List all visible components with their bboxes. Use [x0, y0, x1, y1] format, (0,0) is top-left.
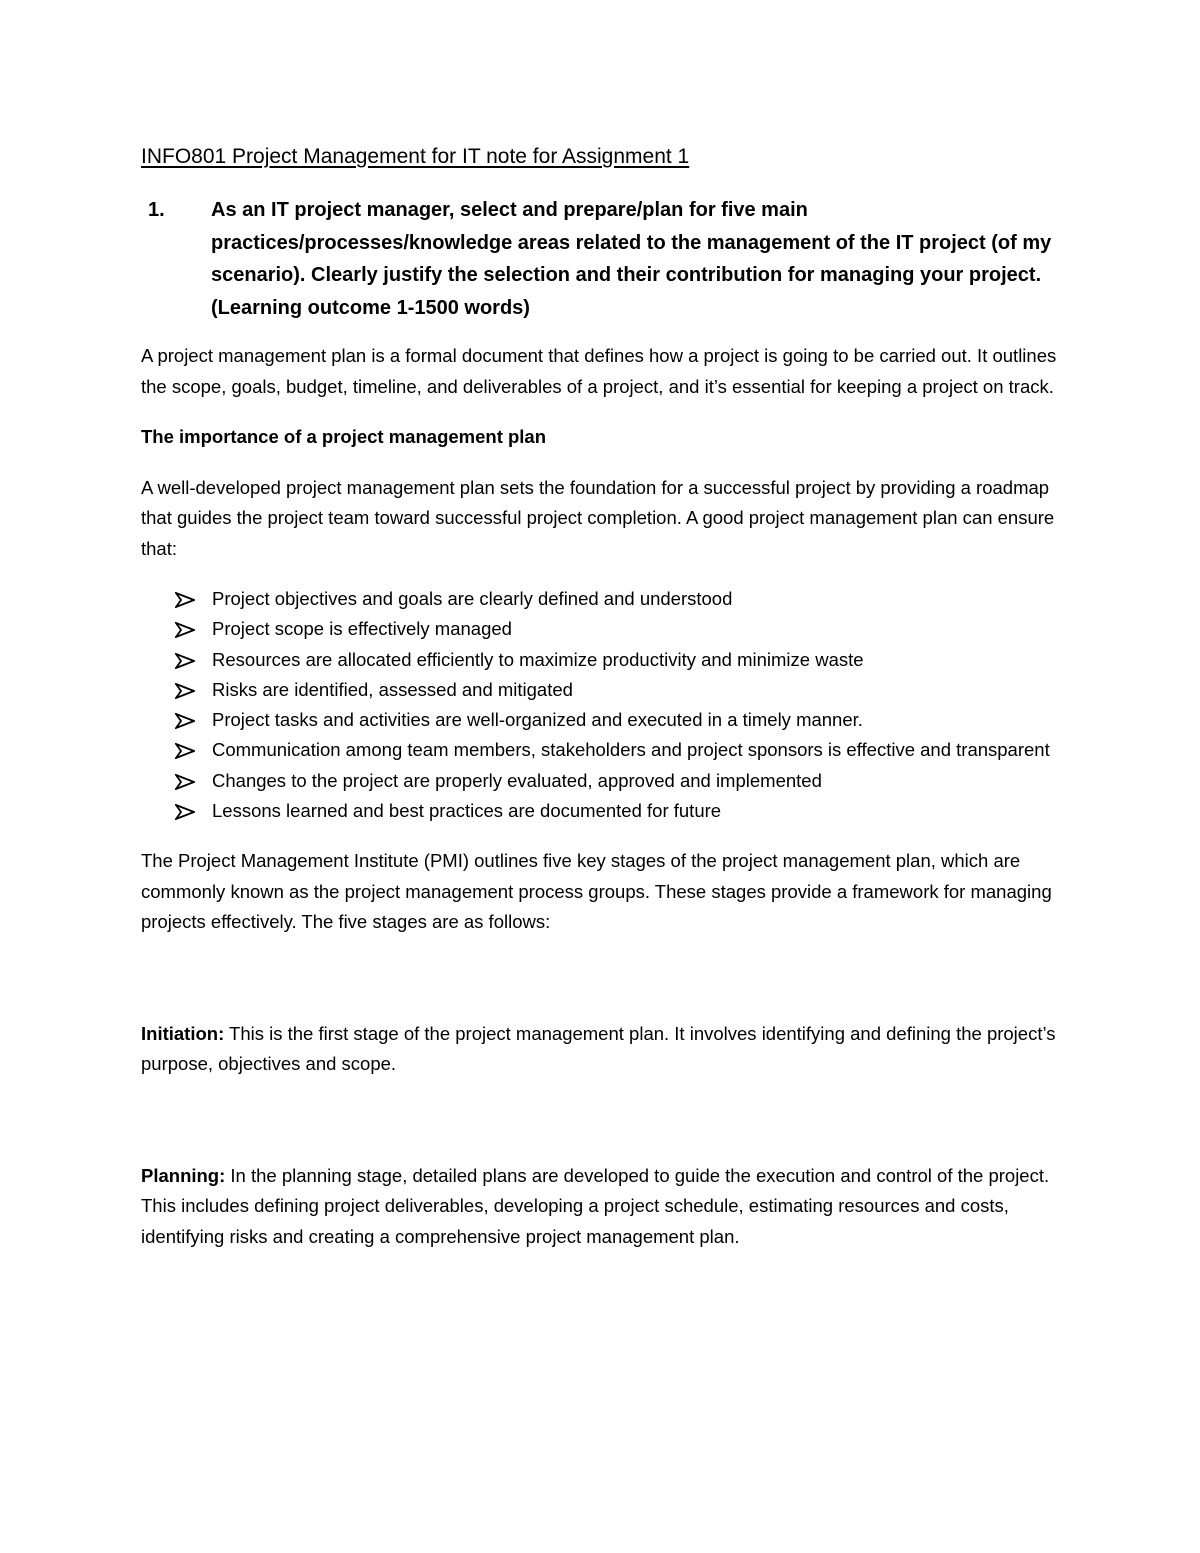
benefits-list: [141, 584, 1061, 826]
stage-description: This is the first stage of the project management plan. It involves identifying and defining the project’s purpose, objectives and scope.: [141, 1022, 1056, 1075]
list-item: [141, 584, 1061, 614]
arrowhead-bullet-icon: [175, 622, 195, 638]
list-item-text: Lessons learned and best practices are documented for future: [212, 800, 722, 822]
list-item-text: Project scope is effectively managed: [212, 618, 512, 640]
arrowhead-bullet-icon: [175, 592, 195, 608]
document-body: [141, 142, 1061, 1272]
importance-paragraph: A well-developed project management plan sets the foundation for a successful project by providing a roadmap that guides the project team toward successful project completion. A good project management plan can ensure that:: [141, 476, 1055, 559]
question-list: [141, 194, 1061, 324]
list-item-text: Project objectives and goals are clearly defined and understood: [212, 588, 733, 609]
list-item-text: Risks are identified, assessed and mitigated: [212, 678, 573, 700]
list-item: [141, 705, 1061, 735]
blank-line: [141, 1100, 1061, 1161]
pmi-paragraph: The Project Management Institute (PMI) outlines five key stages of the project management plan, which are commonly known as the project management process groups. These stages provide a framework for managing projects effectively. The five stages are as follows:: [141, 850, 1052, 933]
intro-paragraph: A project management plan is a formal document that defines how a project is going to be carried out. It outlines the scope, goals, budget, timeline, and deliverables of a project, and it’s essential for keeping a project on track.: [141, 345, 1057, 397]
list-item: [141, 796, 1061, 826]
blank-line: [141, 958, 1061, 1019]
arrowhead-bullet-icon: [175, 774, 195, 790]
question-text: As an IT project manager, select and prepare/plan for five main practices/processes/knowledge areas related to the management of the IT project (of my scenario). Clearly justify the selection and their contribution for managing your project. (Learning outcome 1-1500 words): [211, 199, 1052, 319]
arrowhead-bullet-icon: [175, 713, 195, 729]
stage-description: In the planning stage, detailed plans are developed to guide the execution and control of the project. This includes defining project deliverables, developing a project schedule, estimating resources and costs, identifying risks and creating a comprehensive project management plan.: [141, 1164, 1050, 1247]
stage-term: Initiation:: [141, 1022, 225, 1044]
question-number: 1.: [148, 199, 165, 221]
stage-planning: [141, 1161, 1061, 1253]
stage-term: Planning:: [141, 1164, 226, 1186]
arrowhead-bullet-icon: [175, 653, 195, 669]
list-item-text: Project tasks and activities are well-organized and executed in a timely manner.: [212, 709, 863, 731]
arrowhead-bullet-icon: [175, 804, 195, 820]
list-item: [141, 735, 1061, 765]
list-item-text: Changes to the project are properly evaluated, approved and implemented: [212, 769, 822, 791]
list-item: [141, 645, 1061, 675]
list-item: [141, 614, 1061, 644]
arrowhead-bullet-icon: [175, 743, 195, 759]
question-item: [141, 194, 1061, 324]
importance-heading: The importance of a project management plan: [141, 426, 547, 447]
stage-initiation: [141, 1019, 1061, 1080]
list-item: [141, 766, 1061, 796]
arrowhead-bullet-icon: [175, 683, 195, 699]
document-title: INFO801 Project Management for IT note for Assignment 1: [141, 145, 690, 168]
list-item-text: Resources are allocated efficiently to maximize productivity and minimize waste: [212, 648, 864, 670]
list-item-text: Communication among team members, stakeholders and project sponsors is effective and transparent: [212, 739, 1050, 761]
list-item: [141, 675, 1061, 705]
